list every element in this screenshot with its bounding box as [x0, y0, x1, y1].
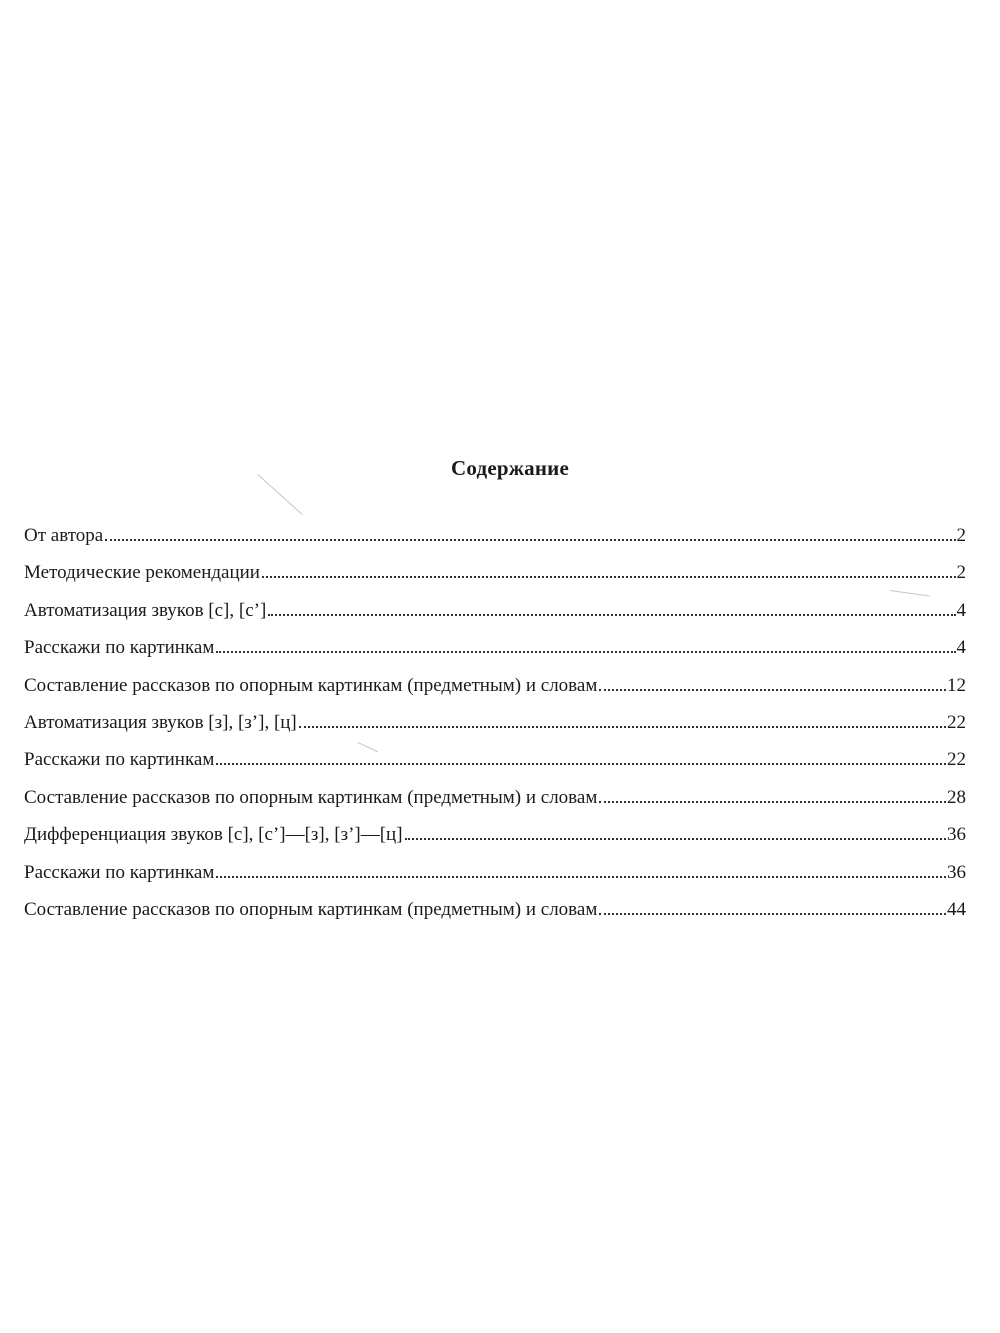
toc-dot-leader — [599, 688, 946, 691]
table-of-contents — [24, 522, 966, 933]
toc-entry-page: 44 — [947, 898, 966, 920]
toc-entry — [24, 821, 966, 858]
toc-entry-label: Методические рекомендации — [24, 562, 260, 584]
toc-dot-leader — [216, 762, 946, 765]
toc-entry-page: 2 — [956, 562, 966, 584]
toc-dot-leader — [105, 538, 955, 541]
toc-entry-page: 28 — [947, 786, 966, 808]
toc-dot-leader — [299, 725, 946, 728]
toc-entry-label: Расскажи по картинкам — [24, 749, 215, 771]
toc-entry-page: 22 — [947, 749, 966, 771]
toc-dot-leader — [216, 875, 946, 878]
toc-entry-label: Расскажи по картинкам — [24, 637, 215, 659]
toc-dot-leader — [599, 800, 946, 803]
toc-entry-label: Дифференциация звуков [с], [с’]—[з], [з’]—[ц] — [24, 824, 403, 846]
toc-entry — [24, 709, 966, 746]
toc-entry-page: 36 — [947, 861, 966, 883]
toc-entry-page: 36 — [947, 824, 966, 846]
page-title: Содержание — [451, 456, 569, 480]
toc-entry-label: Расскажи по картинкам — [24, 861, 215, 883]
toc-dot-leader — [405, 837, 946, 840]
toc-entry-label: От автора — [24, 525, 104, 546]
toc-entry — [24, 784, 966, 821]
toc-entry-page: 22 — [947, 711, 966, 733]
toc-entry — [24, 896, 966, 933]
toc-entry — [24, 634, 966, 671]
toc-entry-label: Составление рассказов по опорным картинкам (предметным) и словам — [24, 674, 598, 696]
toc-dot-leader — [262, 575, 956, 578]
toc-entry-page: 12 — [947, 674, 966, 696]
toc-entry-page: 4 — [956, 637, 966, 659]
toc-dot-leader — [216, 650, 955, 653]
toc-entry — [24, 522, 966, 559]
toc-entry — [24, 559, 966, 596]
toc-entry-page: 2 — [956, 525, 966, 546]
toc-dot-leader — [599, 912, 946, 915]
toc-entry — [24, 597, 966, 634]
toc-entry-page: 4 — [956, 599, 966, 621]
toc-entry — [24, 746, 966, 783]
toc-dot-leader — [268, 613, 955, 616]
toc-entry-label: Составление рассказов по опорным картинкам (предметным) и словам — [24, 786, 598, 808]
toc-entry-label: Составление рассказов по опорным картинкам (предметным) и словам — [24, 898, 598, 920]
toc-entry — [24, 672, 966, 709]
toc-entry — [24, 859, 966, 896]
toc-entry-label: Автоматизация звуков [з], [з’], [ц] — [24, 711, 297, 733]
toc-entry-label: Автоматизация звуков [с], [с’] — [24, 599, 267, 621]
